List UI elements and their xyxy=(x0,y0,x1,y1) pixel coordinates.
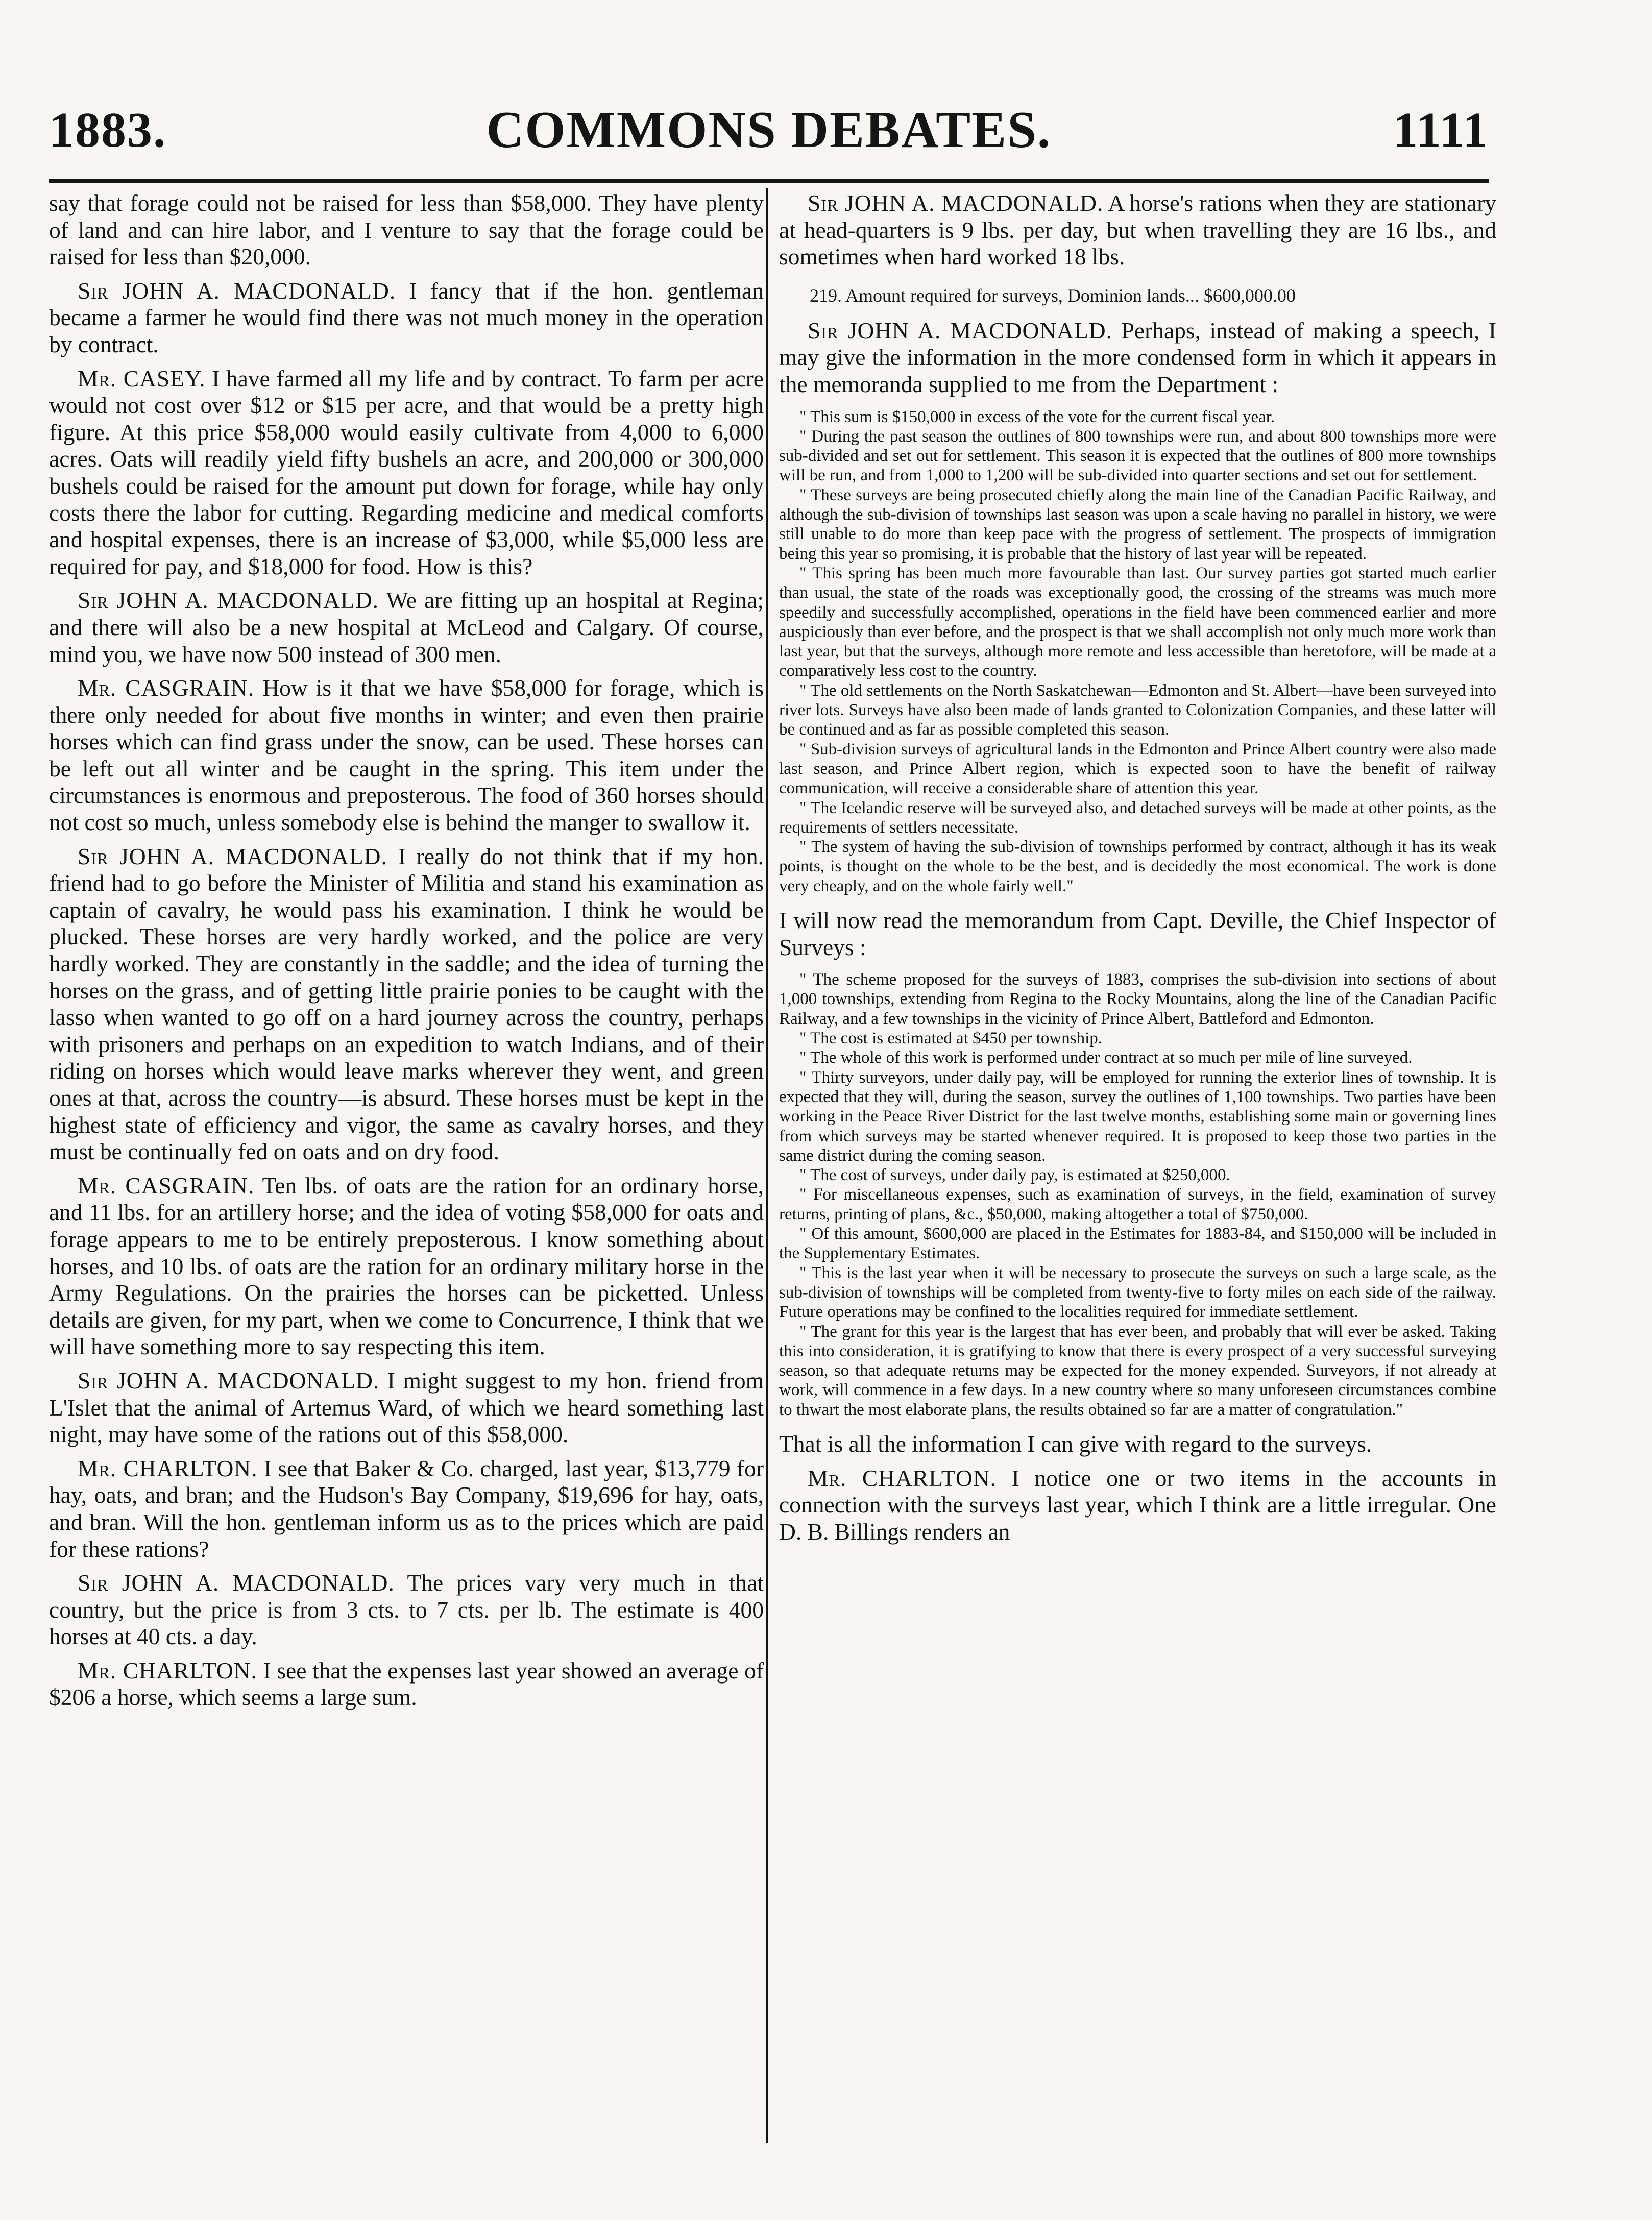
speaker-name: Sir JOHN A. MACDONALD. xyxy=(78,1367,380,1394)
speaker-name: Mr. CASGRAIN. xyxy=(78,1172,255,1199)
column-separator xyxy=(766,188,768,2143)
estimate-item-line: 219. Amount required for surveys, Dominion lands... $600,000.00 xyxy=(810,285,1296,306)
left-column xyxy=(49,190,764,1718)
memo-paragraph: " The cost of surveys, under daily pay, is estimated at $250,000. xyxy=(799,1166,1230,1185)
speaker-name: Sir JOHN A. MACDONALD. xyxy=(808,190,1104,216)
memo-paragraph: " During the past season the outlines of 800 townships were run, and about 800 townships more were sub-divided and set out for settlement. This season it is expected that the outlines of 800 more townships will be run, and from 1,000 to 1,200 will be sub-divided into quarter sections and set out for settlement. xyxy=(779,427,1496,485)
memo-paragraph: " For miscellaneous expenses, such as examination of surveys, in the field, examination of survey returns, printing of plans, &c., $50,000, making altogether a total of $750,000. xyxy=(779,1185,1496,1224)
memo-paragraph: " This is the last year when it will be necessary to prosecute the surveys on such a large scale, as the sub-division of townships will be completed from twenty-five to forty miles on each side of the railway. Future operations may be confined to the localities required for immediate settlement. xyxy=(779,1263,1496,1322)
paragraph: Mr. CHARLTON. I see that the expenses last year showed an average of $206 a horse, which seems a large sum. xyxy=(49,1657,764,1711)
paragraph: Sir JOHN A. MACDONALD. A horse's rations when they are stationary at head-quarters is 9 lbs. per day, but when travelling they are 16 lbs., and sometimes when hard worked 18 lbs. xyxy=(779,190,1496,270)
paragraph: Mr. CASEY. I have farmed all my life and by contract. To farm per acre would not cost over $12 or $15 per acre, and that would be a pretty high figure. At this price $58,000 would easily cultivate from 4,000 to 6,000 acres. Oats will readily yield fifty bushels an acre, and 200,000 or 300,000 bushels could be raised for the amount put down for forage, while hay only costs there the labor for cutting. Regarding medicine and medical comforts and hospital expenses, there is an increase of $3,000, while $5,000 less are required for pay, and $18,000 for food. How is this? xyxy=(49,365,764,579)
header-rule xyxy=(49,179,1489,183)
speaker-name: Mr. CHARLTON. xyxy=(78,1455,258,1481)
paragraph: Sir JOHN A. MACDONALD. I might suggest to my hon. friend from L'Islet that the animal of Artemus Ward, of which we heard something last night, may have some of the rations out of this $58,000. xyxy=(49,1367,764,1448)
paragraph: That is all the information I can give with regard to the surveys. xyxy=(779,1431,1372,1457)
memo-paragraph: " The whole of this work is performed under contract at so much per mile of line surveyed. xyxy=(799,1048,1413,1067)
speaker-name: Sir JOHN A. MACDONALD. xyxy=(78,843,387,869)
speaker-name: Sir JOHN A. MACDONALD. xyxy=(808,317,1113,344)
header-title: COMMONS DEBATES. xyxy=(486,101,1052,159)
memo-paragraph: " This sum is $150,000 in excess of the vote for the current fiscal year. xyxy=(799,407,1275,426)
speaker-name: Sir JOHN A. MACDONALD. xyxy=(78,1570,395,1596)
paragraph: Mr. CHARLTON. I notice one or two items in the accounts in connection with the surveys last year, which I think are a little irregular. One D. B. Billings renders an xyxy=(779,1465,1496,1545)
speaker-name: Mr. CASGRAIN. xyxy=(78,675,255,701)
memo-paragraph: " This spring has been much more favourable than last. Our survey parties got started much earlier than usual, the state of the roads was exceptionally good, the crossing of the streams was much more speedily and successfully accomplished, operations in the field have been commenced earlier and more auspiciously than ever before, and the prospect is that we shall accomplish not only much more work than last year, but that the surveys, although more remote and less accessible than heretofore, will be made at a comparatively less cost to the country. xyxy=(779,564,1496,680)
memo-paragraph: " Of this amount, $600,000 are placed in the Estimates for 1883-84, and $150,000 will be included in the Supplementary Estimates. xyxy=(779,1225,1496,1263)
paragraph: Mr. CHARLTON. I see that Baker & Co. charged, last year, $13,779 for hay, oats, and bran; and the Hudson's Bay Company, $19,696 for hay, oats, and bran. Will the hon. gentleman inform us as to the prices which are paid for these rations? xyxy=(49,1455,764,1562)
paragraph: Mr. CASGRAIN. Ten lbs. of oats are the ration for an ordinary horse, and 11 lbs. for an artillery horse; and the idea of voting $58,000 for oats and forage appears to me to be entirely preposterous. I know something about horses, and 10 lbs. of oats are the ration for an ordinary military horse in the Army Regulations. On the prairies the horses can be picketted. Unless details are given, for my part, when we come to Concurrence, I think that we will have something more to say respecting this item. xyxy=(49,1172,764,1360)
memo-paragraph: " Thirty surveyors, under daily pay, will be employed for running the exterior lines of township. It is expected that they will, during the season, survey the outlines of 1,100 townships. Two parties have been working in the Peace River District for the last twelve months, establishing some main or governing lines from which surveys may be started whenever required. It is proposed to keep those two parties in the same district during the coming season. xyxy=(779,1068,1496,1165)
paragraph: Sir JOHN A. MACDONALD. Perhaps, instead of making a speech, I may give the information in the more condensed form in which it appears in the memoranda supplied to me from the Department : xyxy=(779,317,1497,397)
paragraph: Sir JOHN A. MACDONALD. I fancy that if the hon. gentleman became a farmer he would find there was not much money in the operation by contract. xyxy=(49,277,764,357)
memo-paragraph: " The cost is estimated at $450 per township. xyxy=(799,1029,1103,1048)
memo-paragraph: " These surveys are being prosecuted chiefly along the main line of the Canadian Pacific Railway, and although the sub-division of townships last season was upon a scale having no parallel in history, we were still unable to do more than keep pace with the progress of settlement. The prospects of immigration being this year so promising, it is probable that the history of last year will be repeated. xyxy=(779,485,1496,563)
memo-paragraph: " The Icelandic reserve will be surveyed also, and detached surveys will be made at other points, as the requirements of settlers necessitate. xyxy=(779,798,1496,837)
paragraph: Mr. CASGRAIN. How is it that we have $58,000 for forage, which is there only needed for about five months in winter; and even then prairie horses which can find grass under the snow, can be used. These horses can be left out all winter and be caught in the spring. This item under the circumstances is enormous and preposterous. The food of 360 horses should not cost so much, unless somebody else is behind the manger to swallow it. xyxy=(49,675,764,836)
speaker-name: Mr. CHARLTON. xyxy=(78,1657,257,1684)
paragraph: Sir JOHN A. MACDONALD. The prices vary very much in that country, but the price is from 3 cts. to 7 cts. per lb. The estimate is 400 horses at 40 cts. a day. xyxy=(49,1570,764,1650)
memo-paragraph: " The grant for this year is the largest that has ever been, and probably that will ever be asked. Taking this into consideration, it is gratifying to know that there is every prospect of a very successful surveying season, so that adequate returns may be expected for the money expended. Surveyors, if not already at work, will commence in a few days. In a new country where so many unforeseen circumstances combine to thwart the most elaborate plans, the results obtained so far are a matter of congratulation." xyxy=(779,1322,1496,1419)
paragraph: Sir JOHN A. MACDONALD. I really do not think that if my hon. friend had to go before the Minister of Militia and stand his examination as captain of cavalry, he would pass his examination. I think he would be plucked. These horses are very hardly worked, and the police are very hardly worked. They are constantly in the saddle; and the idea of turning the horses on the grass, and of getting little prairie ponies to be caught with the lasso when wanted to go off on a hard journey across the country, perhaps with prisoners and perhaps on an expedition to watch Indians, and of their riding on horses which would leave marks wherever they went, and green ones at that, across the country—is absurd. These horses must be kept in the highest state of efficiency and vigor, the same as cavalry horses, and they must be continually fed on oats and on dry food. xyxy=(49,843,764,1165)
speaker-name: Mr. CHARLTON. xyxy=(808,1465,997,1491)
header-year: 1883. xyxy=(49,103,167,158)
header-page-number: 1111 xyxy=(1393,103,1489,158)
memo-paragraph: " The system of having the sub-division of townships performed by contract, although it has its weak points, is thought on the whole to be the best, and is decidedly the most economical. The work is done very cheaply, and on the whole fairly well." xyxy=(779,838,1496,895)
paragraph: Sir JOHN A. MACDONALD. We are fitting up an hospital at Regina; and there will also be a new hospital at McLeod and Calgary. Of course, mind you, we have now 500 instead of 300 men. xyxy=(49,587,764,667)
paragraph: say that forage could not be raised for less than $58,000. They have plenty of land and can hire labor, and I venture to say that the forage could be raised for less than $20,000. xyxy=(49,190,764,270)
right-column xyxy=(779,190,1496,1552)
memo-paragraph: " Sub-division surveys of agricultural lands in the Edmonton and Prince Albert country were also made last season, and Prince Albert region, which is expected soon to have the benefit of railway communication, will receive a considerable share of attention this year. xyxy=(779,740,1496,798)
memo-paragraph: " The scheme proposed for the surveys of 1883, comprises the sub-division into sections of about 1,000 townships, extending from Regina to the Rocky Mountains, along the line of the Canadian Pacific Railway, and a few townships in the vicinity of Prince Albert, Battleford and Edmonton. xyxy=(779,970,1496,1028)
speaker-name: Sir JOHN A. MACDONALD. xyxy=(78,277,396,304)
paragraph: I will now read the memorandum from Capt. Deville, the Chief Inspector of Surveys : xyxy=(779,907,1496,960)
page-header xyxy=(49,102,1489,168)
speaker-name: Sir JOHN A. MACDONALD. xyxy=(78,587,379,614)
speaker-name: Mr. CASEY. xyxy=(78,365,206,392)
memo-paragraph: " The old settlements on the North Saskatchewan—Edmonton and St. Albert—have been surveyed into river lots. Surveys have also been made of lands granted to Colonization Companies, and these latter will be continued and as far as possible completed this season. xyxy=(779,681,1496,739)
